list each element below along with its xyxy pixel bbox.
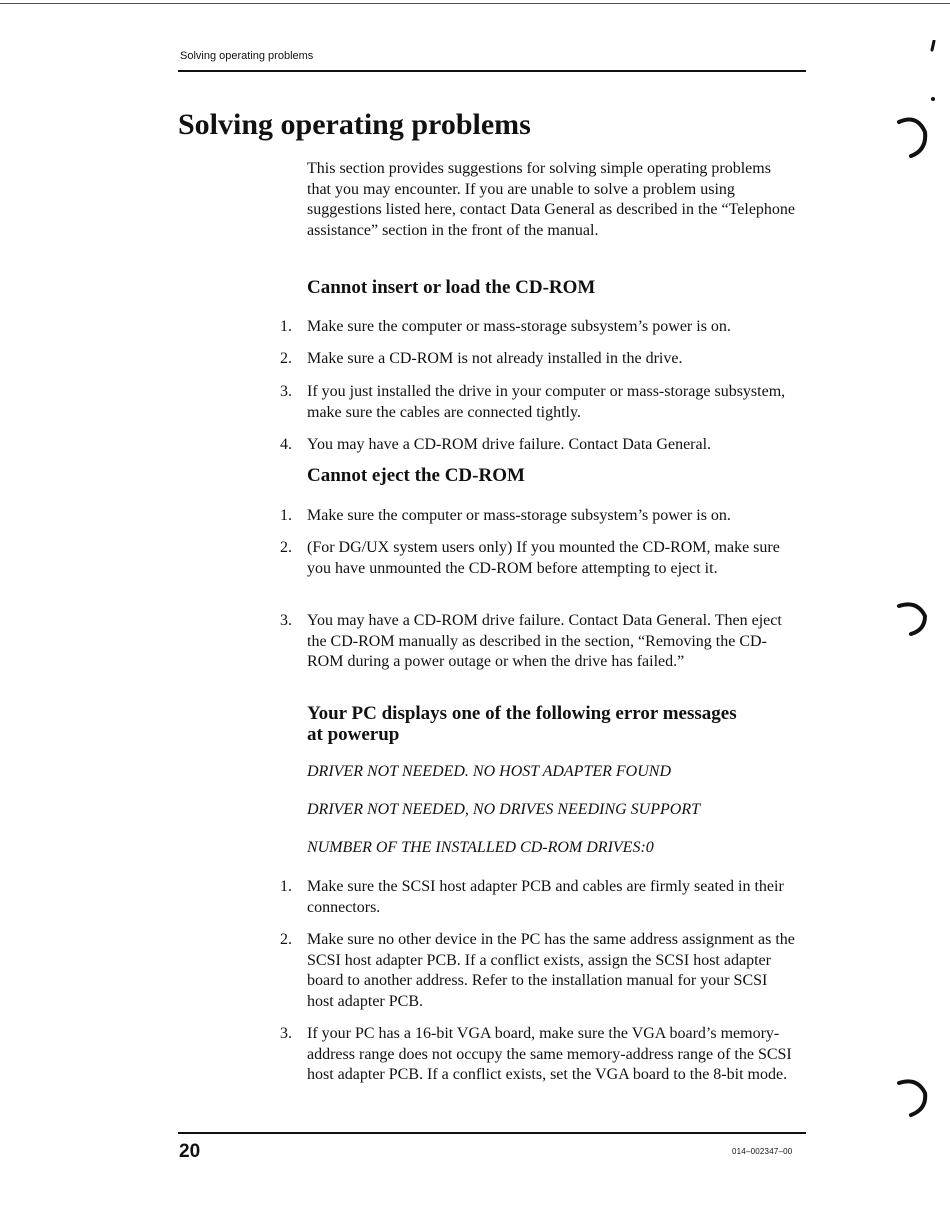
speck-mark <box>928 40 938 54</box>
page-number: 20 <box>179 1141 201 1162</box>
list-item-text: You may have a CD-ROM drive failure. Contact Data General. Then eject the CD-ROM manually as described in the section, “Removing the CD-ROM during a power outage or when the drive has failed.” <box>307 612 782 671</box>
speck-mark <box>929 95 937 103</box>
punch-hole-mark <box>895 112 935 162</box>
list-item-text: You may have a CD-ROM drive failure. Contact Data General. <box>307 436 712 453</box>
punch-hole-mark <box>895 600 935 640</box>
top-edge-rule <box>0 3 950 4</box>
running-header: Solving operating problems <box>180 50 314 62</box>
document-number: 014–002347–00 <box>732 1147 793 1156</box>
list-item-number: 3. <box>280 383 292 400</box>
error-message: DRIVER NOT NEEDED. NO HOST ADAPTER FOUND <box>307 763 671 780</box>
list-item-number: 1. <box>280 878 292 895</box>
list-item-number: 3. <box>280 612 292 629</box>
list-item-number: 2. <box>280 931 292 948</box>
list-item-text: Make sure the SCSI host adapter PCB and cables are firmly seated in their connectors. <box>307 878 784 916</box>
list-item-number: 2. <box>280 350 292 367</box>
header-rule <box>178 70 806 72</box>
list-item-number: 4. <box>280 436 292 453</box>
section-heading-error-messages: Your PC displays one of the following error messages at powerup <box>307 703 737 745</box>
page-title: Solving operating problems <box>178 108 531 141</box>
section-heading-cannot-insert: Cannot insert or load the CD-ROM <box>307 277 596 298</box>
list-item-number: 1. <box>280 318 292 335</box>
intro-paragraph: This section provides suggestions for solving simple operating problems that you may encounter. If you are unable to solve a problem using suggestions listed here, contact Data General as described in the “Telephone assistance” section in the front of the manual. <box>307 160 796 239</box>
list-item-number: 3. <box>280 1025 292 1042</box>
error-message: NUMBER OF THE INSTALLED CD-ROM DRIVES:0 <box>307 839 654 856</box>
list-item-number: 1. <box>280 507 292 524</box>
list-item-text: Make sure a CD-ROM is not already installed in the drive. <box>307 350 683 367</box>
list-item-number: 2. <box>280 539 292 556</box>
list-item-text: Make sure the computer or mass-storage subsystem’s power is on. <box>307 318 731 335</box>
list-item-text: If you just installed the drive in your computer or mass-storage subsystem, make sure the cables are connected tightly. <box>307 383 786 421</box>
list-item-text: Make sure the computer or mass-storage subsystem’s power is on. <box>307 507 731 524</box>
list-item-text: (For DG/UX system users only) If you mounted the CD-ROM, make sure you have unmounted the CD-ROM before attempting to eject it. <box>307 539 780 577</box>
footer-rule <box>178 1132 806 1134</box>
punch-hole-mark <box>895 1075 935 1120</box>
error-message: DRIVER NOT NEEDED, NO DRIVES NEEDING SUPPORT <box>307 801 700 818</box>
list-item-text: If your PC has a 16-bit VGA board, make sure the VGA board’s memory-address range does not occupy the same memory-address range of the SCSI host adapter PCB. If a conflict exists, set the VGA board to the 8-bit mode. <box>307 1025 792 1084</box>
list-item-text: Make sure no other device in the PC has the same address assignment as the SCSI host adapter PCB. If a conflict exists, assign the SCSI host adapter board to another address. Refer to the installation manual for your SCSI host adapter PCB. <box>307 931 795 1010</box>
section-heading-cannot-eject: Cannot eject the CD-ROM <box>307 465 525 486</box>
